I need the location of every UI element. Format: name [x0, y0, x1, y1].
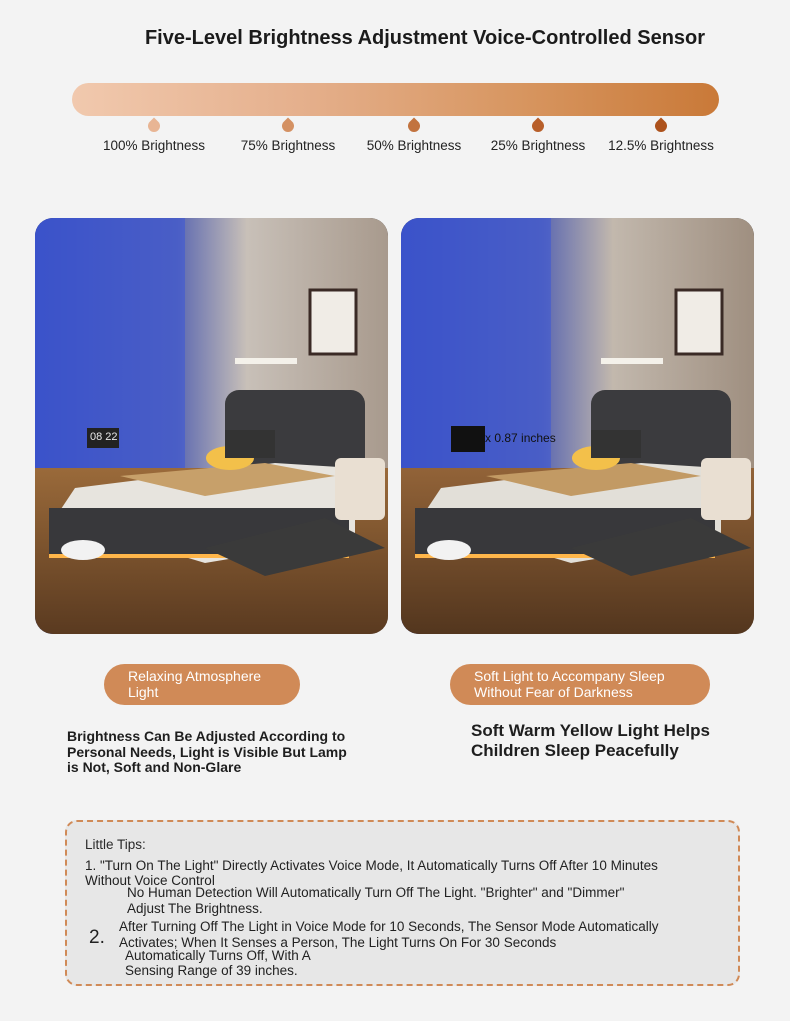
droplet-icon [146, 118, 163, 135]
brightness-level-50 [349, 118, 479, 153]
bedroom-photo-right [401, 218, 754, 634]
brightness-level-label: 25% Brightness [490, 138, 586, 153]
droplet-icon [280, 118, 297, 135]
tip-text: Without Voice Control [85, 873, 215, 888]
brightness-level-label: 12.5% Brightness [608, 138, 714, 153]
tips-heading: Little Tips: [85, 837, 146, 852]
bedroom-illustration [401, 218, 754, 634]
droplet-icon [406, 118, 423, 135]
brightness-level-75 [223, 118, 353, 153]
brightness-level-label: 75% Brightness [240, 138, 336, 153]
brightness-level-25 [473, 118, 603, 153]
tips-box [65, 820, 740, 986]
tip-text: Automatically Turns Off, With A [125, 948, 311, 963]
feature-description-left: Brightness Can Be Adjusted According to Personal Needs, Light is Visible But Lamp is Not, Soft and Non-Glare [67, 728, 347, 775]
tip-text: After Turning Off The Light in Voice Mode for 10 Seconds, The Sensor Mode Automatically [119, 919, 659, 934]
pill-text-line: Without Fear of Darkness [474, 684, 633, 700]
brightness-gradient-bar [72, 83, 719, 116]
brightness-level-label: 100% Brightness [102, 138, 206, 153]
brightness-level-12-5 [596, 118, 726, 153]
tip-text: Activates; When It Senses a Person, The Light Turns On For 30 Seconds [119, 935, 557, 950]
brightness-levels [0, 118, 790, 158]
pill-text-line: Light [128, 684, 159, 700]
feature-pill-right [450, 664, 710, 705]
bedroom-illustration [35, 218, 388, 634]
page-title: Five-Level Brightness Adjustment Voice-Controlled Sensor [144, 27, 706, 49]
tip-number: 2. [89, 927, 105, 948]
feature-description-right: Soft Warm Yellow Light Helps Children Sleep Peacefully [471, 721, 710, 760]
feature-pill-left [104, 664, 300, 705]
clock-display: 08 22 [90, 431, 118, 443]
tip-text: Sensing Range of 39 inches. [125, 963, 298, 978]
tip-text: No Human Detection Will Automatically Turn Off The Light. "Brighter" and "Dimmer" [127, 885, 625, 900]
tip-text: 1. "Turn On The Light" Directly Activates Voice Mode, It Automatically Turns Off After 10 Minutes [85, 858, 658, 873]
pill-text-line: Relaxing Atmosphere [128, 668, 262, 684]
dimension-label: x 0.87 inches [485, 431, 556, 445]
bedroom-photo-left [35, 218, 388, 634]
brightness-level-label: 50% Brightness [366, 138, 462, 153]
pill-text-line: Soft Light to Accompany Sleep [474, 668, 665, 684]
brightness-level-100 [89, 118, 219, 153]
droplet-icon [530, 118, 547, 135]
tip-text: Adjust The Brightness. [127, 901, 263, 916]
droplet-icon [653, 118, 670, 135]
